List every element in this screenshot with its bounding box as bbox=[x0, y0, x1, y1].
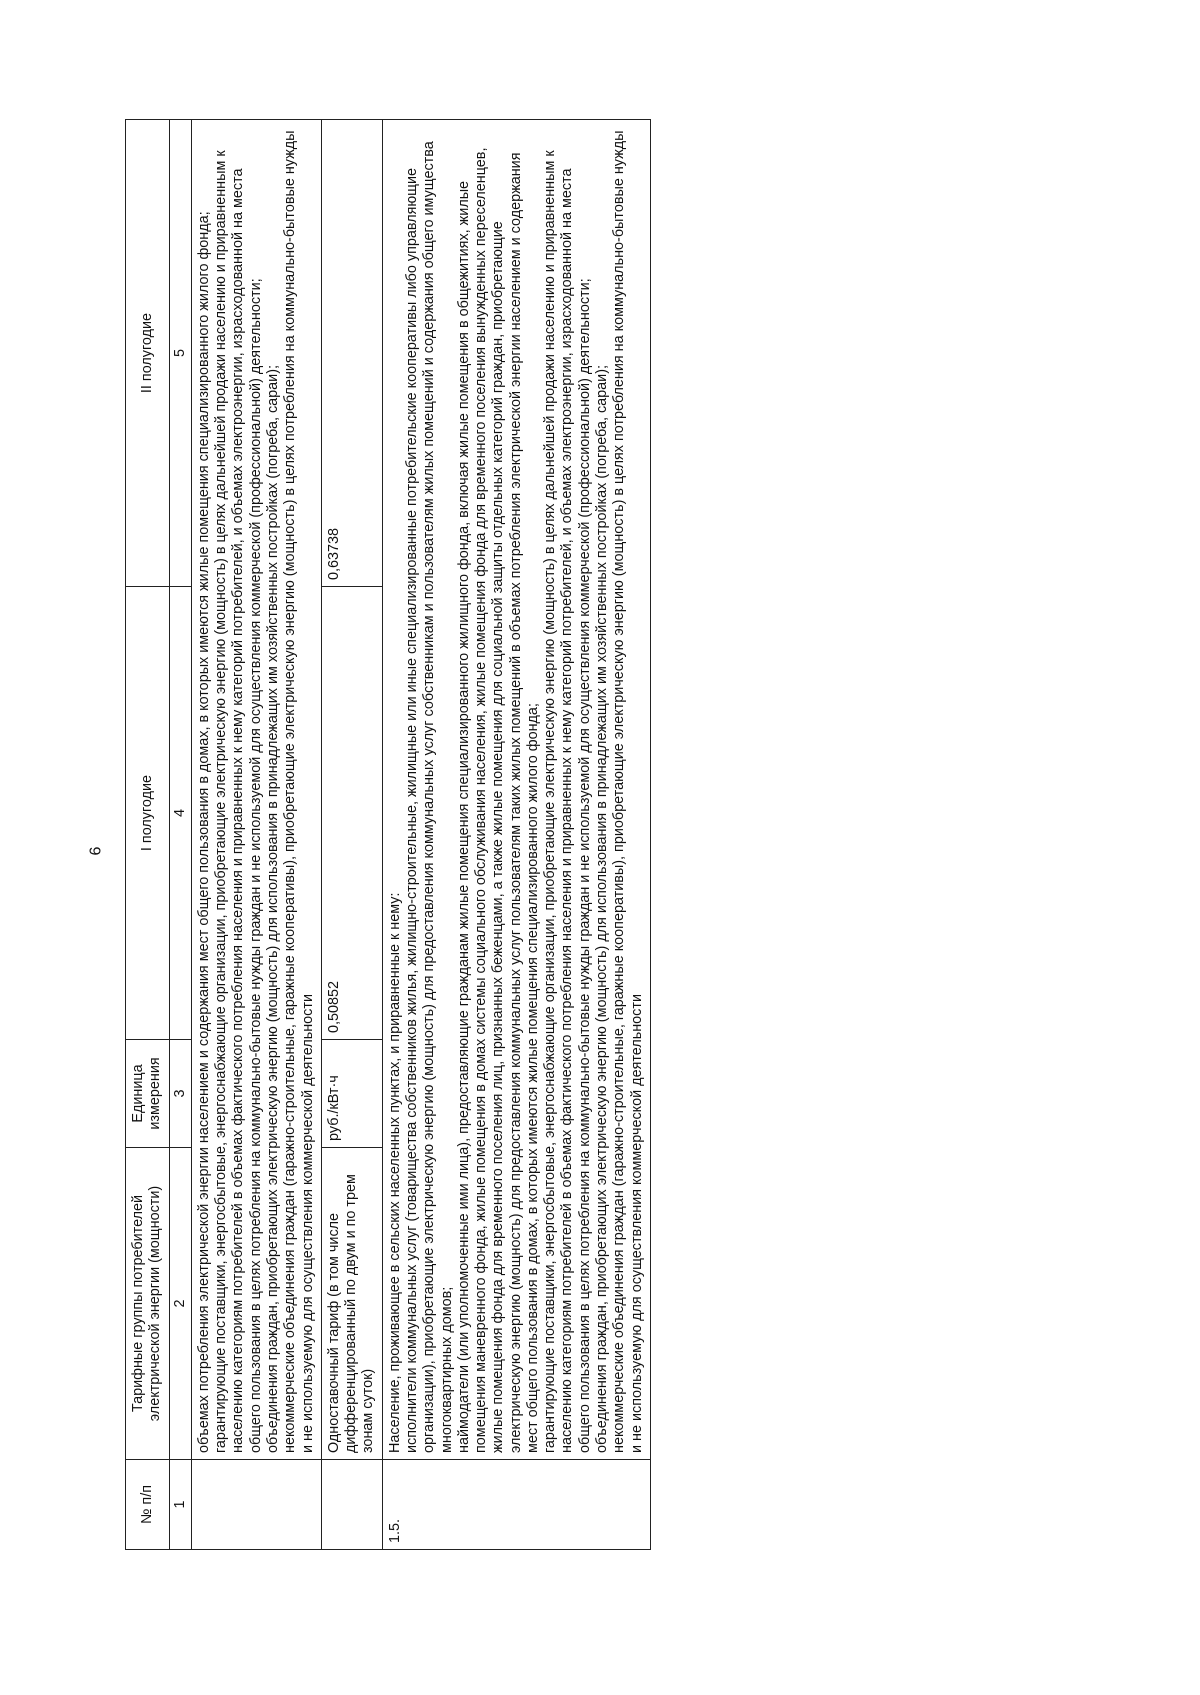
description-line: Население, проживающее в сельских населенных пунктах, и приравненные к нему: bbox=[386, 892, 403, 1453]
header-half1: I полугодие bbox=[126, 587, 170, 1040]
header-group: Тарифные группы потребителей электрической энергии (мощности) bbox=[126, 1148, 170, 1460]
page-number: 6 bbox=[87, 846, 105, 856]
header-unit: Единица измерения bbox=[126, 1040, 170, 1148]
colnum-2: 2 bbox=[169, 1148, 191, 1460]
table-row bbox=[191, 120, 321, 1550]
header-row bbox=[126, 120, 170, 1550]
colnum-3: 3 bbox=[169, 1040, 191, 1148]
colnum-5: 5 bbox=[169, 120, 191, 587]
description-line: объемах потребления электрической энергии населением и содержания мест общего пользования в домах, в которых имеются жилые помещения специализированного жилого фонда; bbox=[195, 211, 212, 1453]
description-line: наймодатели (или уполномоченные ими лица), предоставляющие гражданам жилые помещения специализированного жилищного фонда, включая жилые помещения в общежитиях, жилые помещения маневренного фонда, жилые помещения в домах системы социального обслуживания населения, жилые помещения фонда для временного поселения вынужденных переселенцев, жилые помещения фонда для временного поселения лиц, признанных беженцами, а также жилые помещения для социальной защиты отдельных категорий граждан, приобретающие электрическую энергию (мощность) для предоставления коммунальных услуг пользователям таких жилых помещений в объемах потребления электрической энергии населением и содержания мест общего пользования в домах, в которых имеются жилые помещения специализированного жилого фонда; bbox=[455, 147, 541, 1453]
row-number: 1.5. bbox=[382, 1460, 650, 1550]
description-line: гарантирующие поставщики, энергосбытовые, энергоснабжающие организации, приобретающие электрическую энергию (мощность) в целях дальнейшей продажи населению и приравненным к населению категориям потребителей в объемах фактического потребления населения и приравненных к нему категорий потребителей, и объемах электроэнергии, израсходованной на места общего пользования в целях потребления на коммунально-бытовые нужды граждан и не используемой для осуществления коммерческой (профессиональной) деятельности; bbox=[542, 150, 593, 1453]
colnum-4: 4 bbox=[169, 587, 191, 1040]
column-number-row bbox=[169, 120, 191, 1550]
table-row bbox=[382, 120, 650, 1550]
tariff-table bbox=[125, 119, 651, 1550]
rotated-page bbox=[125, 120, 1065, 1550]
tariff-group: Одноставочный тариф (в том числе дифференцированный по двум и по трем зонам суток) bbox=[321, 1148, 382, 1460]
tariff-unit: руб./кВт·ч bbox=[321, 1040, 382, 1148]
header-half2: II полугодие bbox=[126, 120, 170, 587]
consumer-description bbox=[382, 120, 650, 1460]
tariff-half2: 0,63738 bbox=[321, 120, 382, 587]
header-num: № п/п bbox=[126, 1460, 170, 1550]
table-row bbox=[321, 120, 382, 1550]
tariff-half1: 0,50852 bbox=[321, 587, 382, 1040]
description-line: некоммерческие объединения граждан (гаражно-строительные, гаражные кооперативы), приобретающие электрическую энергию (мощность) в целях потребления на коммунально-бытовые нужды и не используемую для осуществления коммерческой деятельности bbox=[611, 130, 645, 1453]
description-line: исполнители коммунальных услуг (товарищества собственников жилья, жилищно-строительные, жилищные или иные специализированные потребительские кооперативы либо управляющие организации), приобретающие электрическую энергию (мощность) для предоставления коммунальных услуг собственникам и пользователям жилых помещений и содержания общего имущества многоквартирных домов; bbox=[403, 141, 455, 1453]
description-line: гарантирующие поставщики, энергосбытовые, энергоснабжающие организации, приобретающие электрическую энергию (мощность) в целях дальнейшей продажи населению и приравненным к населению категориям потребителей в объемах фактического потребления населения и приравненных к нему категорий потребителей, и объемах электроэнергии, израсходованной на места общего пользования в целях потребления на коммунально-бытовые нужды граждан и не используемой для осуществления коммерческой (профессиональной) деятельности; bbox=[213, 150, 264, 1453]
description-line: объединения граждан, приобретающих электрическую энергию (мощность) для использования в принадлежащих им хозяйственных постройках (погреба, сараи); bbox=[264, 365, 281, 1453]
description-line: объединения граждан, приобретающих электрическую энергию (мощность) для использования в принадлежащих им хозяйственных постройках (погреба, сараи); bbox=[594, 365, 611, 1453]
description-line: некоммерческие объединения граждан (гаражно-строительные, гаражные кооперативы), приобретающие электрическую энергию (мощность) в целях потребления на коммунально-бытовые нужды и не используемую для осуществления коммерческой деятельности bbox=[282, 130, 316, 1453]
colnum-1: 1 bbox=[169, 1460, 191, 1550]
consumer-description bbox=[191, 120, 321, 1460]
